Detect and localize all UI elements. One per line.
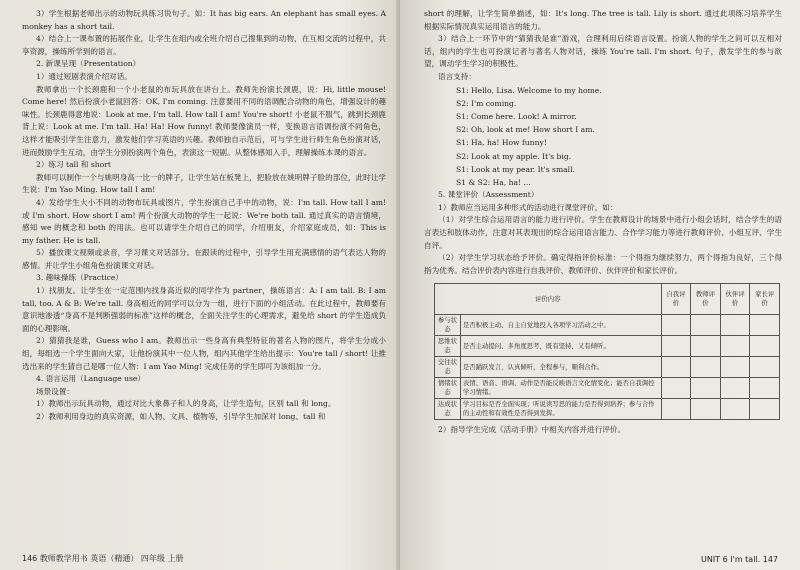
paragraph: 2）猜猜我是谁，Guess who I am。教师出示一些身高有典型特征的著名人物的图片，将学生分成小组，每组选一个学生面向大家，让他扮演其中一位人物，组内其他学生给出提示：You're tall / short! 让推选出来的学生猜自己是哪一位人物：I am Yao Ming! 完成任务的学生即可为该组加一分。: [22, 336, 386, 371]
section-heading: 2. 新课呈现（Presentation）: [36, 59, 141, 69]
dialogue-line: S2: Oh, look at me! How short I am.: [456, 125, 595, 135]
table-cell-description: 是否主动提问、多角度思考，既有坚持，又有倾听。: [460, 336, 661, 357]
table-cell-dimension: 情绪状态: [435, 378, 461, 399]
section-heading: 5. 课堂评价（Assessment）: [438, 190, 539, 200]
dialogue-line: S1: Hello, Lisa. Welcome to my home.: [456, 85, 602, 95]
table-header-peer: 伙伴评价: [720, 284, 750, 315]
table-row: [435, 378, 780, 399]
paragraph: 3）结合上一环节中的“猜猜我是谁”游戏，合理利用后续语言设置。扮演人物的学生之间可以互相对话，组内的学生也可扮演记者与著名人物对话，操练 You're tall. I'm short. 句子，激发学生的参与欲望，调动学生学习的积极性。: [424, 34, 782, 69]
table-row: [435, 336, 780, 357]
table-cell-description: 学习目标是否全面实现；听说读写思的能力是否得到培养；参与合作的主动性和有效性是否得到发挥。: [460, 399, 661, 420]
dialogue-line: S2: Look at my apple. It's big.: [456, 151, 572, 161]
paragraph: short 的理解，让学生简单描述，如：It's long. The tree is tall. Lily is short. 通过此项练习培养学生根据实际情况真实运用语言的能力。: [424, 9, 782, 31]
dialogue-block: [424, 84, 782, 190]
table-cell-score[interactable]: [691, 357, 721, 378]
table-cell-score[interactable]: [661, 336, 691, 357]
paragraph: 4）结合上一课布置的拓展作业，让学生在组内或全班介绍自己搜集到的动物，在互相交流的过程中，共享资源，操练所学到的语言。: [22, 34, 386, 56]
paragraph: 3）学生根据老师出示的动物玩具练习说句子。如：It has big ears. An elephant has small eyes. A monkey has a short tail.: [22, 9, 386, 31]
table-cell-score[interactable]: [661, 315, 691, 336]
paragraph: 2）指导学生完成《活动手册》中相关内容并进行评价。: [438, 425, 626, 435]
paragraph: 1）找朋友。让学生在一定范围内找身高近似的同学作为 partner，操练语言：A: I am tall. B: I am tall, too. A & B: We're tall. 身高相近的同学可以分为一组，进行下面的小组活动。在此过程中，教师要有意识地渗透“身高不是判断强弱的标准”这样的概念，全面关注学生的心理需求，避免给 short 的学生造成负面的心理影响。: [22, 286, 386, 333]
table-cell-score[interactable]: [691, 378, 721, 399]
subheading: 1）通过短剧表演介绍对话。: [36, 71, 132, 81]
table-cell-description: 是否积极主动、自主自觉地投入各项学习活动之中。: [460, 315, 661, 336]
table-cell-score[interactable]: [691, 336, 721, 357]
table-cell-dimension: 达成状态: [435, 399, 461, 420]
subheading: 1）教师应当运用多种形式的活动进行课堂评价，如：: [438, 202, 618, 212]
paragraph: 1）教师出示玩具动物，通过对比大象鼻子和人的身高，让学生造句，区别 tall 和 long。: [36, 399, 336, 409]
table-header-parent: 家长评价: [750, 284, 780, 315]
subheading: 语言支持：: [438, 71, 476, 81]
table-cell-score[interactable]: [750, 315, 780, 336]
table-header-content: 评价内容: [435, 284, 662, 315]
dialogue-line: S1: Come here. Look! A mirror.: [456, 111, 577, 121]
paragraph: 4）发给学生大小不同的动物布玩具或图片，学生扮演自己手中的动物，说：I'm tall. How tall I am! 或 I'm short. How short I am! 两个扮演大动物的学生一起说：We're both tall. 通过真实的语言情境，感知 we 的概念和 both 的用法。也可以请学生介绍自己的同学，介绍朋友，介绍家庭成员，如：This is my father. He is tall.: [22, 197, 386, 245]
evaluation-table: [434, 283, 780, 420]
table-cell-score[interactable]: [750, 336, 780, 357]
table-header-teacher: 教师评价: [691, 284, 721, 315]
table-cell-score[interactable]: [691, 315, 721, 336]
table-cell-description: 是否踊跃发言，认真倾听，全程参与，顺利合作。: [460, 357, 661, 378]
paragraph: （2）对学生学习状态给予评价。确定得指评价标准：一个得指为继续努力，两个得指为良好，三个得指为优秀。结合评价表内容进行自我评价、教师评价、伙伴评价和家长评价。: [424, 253, 782, 275]
table-header-row: [435, 284, 780, 315]
table-header-self: 自我评价: [661, 284, 691, 315]
paragraph: 场景设置：: [36, 386, 74, 396]
table-row: [435, 399, 780, 420]
section-heading: 3. 趣味操练（Practice）: [36, 273, 123, 283]
paragraph: 教师可以制作一个与姚明身高一比一的牌子，让学生站在板凳上，把脸放在姚明牌子脸的部位，此时让学生说：I'm Yao Ming. How tall I am!: [22, 172, 386, 195]
table-cell-score[interactable]: [691, 399, 721, 420]
paragraph: 教师拿出一个长颈鹿和一个小老鼠的布玩具放在讲台上。教师先扮演长颈鹿，说：Hi, little mouse! Come here! 然后扮演小老鼠回答：OK, I'm coming. 注意要用不同的语调配合动物的角色，增强设计的趣味性。长颈鹿得意地说：Look at me. I'm tall. How tall I am! You're short! 小老鼠不服气，跳到长颈鹿背上说：Look at me. I'm tall. Ha! Ha! How funny! 教师要像演员一样，变换语言语调扮演不同角色，这样才能吸引学生注意力，激发他们学习英语的兴趣。教师独自示范后，可与学生进行师生角色扮演对话，进而鼓励学生互动，由学生分别扮演两个角色，表演这一短剧。从整体感知入手，理解操练本课的语言。: [22, 84, 386, 157]
table-row: [435, 357, 780, 378]
right-page: [400, 0, 800, 570]
paragraph: 2）教师利用身边的真实资源，如人物、文具、植物等，引导学生加深对 long、tall 和: [36, 412, 326, 421]
dialogue-line: S1: Look at my pear. It's small.: [456, 164, 575, 174]
table-cell-score[interactable]: [661, 357, 691, 378]
table-cell-description: 表情、语音、语调、动作是否能反映语言文化情变化；能否自我调控学习情绪。: [460, 378, 661, 399]
subheading: 2）练习 tall 和 short: [36, 160, 111, 170]
table-cell-score[interactable]: [720, 378, 750, 399]
table-cell-score[interactable]: [661, 378, 691, 399]
table-cell-score[interactable]: [720, 315, 750, 336]
table-cell-dimension: 参与状态: [435, 315, 461, 336]
table-cell-score[interactable]: [661, 399, 691, 420]
dialogue-line: S1 & S2: Ha, ha! ...: [456, 177, 531, 187]
table-cell-score[interactable]: [720, 399, 750, 420]
table-cell-score[interactable]: [750, 357, 780, 378]
table-cell-dimension: 交往状态: [435, 357, 461, 378]
table-cell-score[interactable]: [720, 336, 750, 357]
dialogue-line: S2: I'm coming.: [456, 98, 517, 108]
dialogue-line: S1: Ha, ha! How funny!: [456, 138, 547, 148]
table-cell-dimension: 思维状态: [435, 336, 461, 357]
table-row: [435, 315, 780, 336]
table-cell-score[interactable]: [750, 378, 780, 399]
table-cell-score[interactable]: [720, 357, 750, 378]
right-page-footer: UNIT 6 I'm tall. 147: [701, 555, 778, 564]
section-heading: 4. 语言运用（Language use）: [36, 374, 146, 384]
paragraph: （1）对学生综合运用语言的能力进行评价。学生在教师设计的场景中进行小组会话时，结合学生的语言表达和肢体动作，注意对其表现出的综合运用语言能力、合作学习能力等进行教师评价、小组互评、学生自评。: [424, 215, 782, 250]
paragraph: 5）播放课文视频或录音，学习课文对话部分。在跟读的过程中，引导学生用充满感情的语气表达人物的感情。并让学生小组角色扮演课文对话。: [22, 248, 386, 270]
left-page-footer: 146 教师教学用书 英语（精通） 四年级 上册: [22, 554, 184, 563]
table-cell-score[interactable]: [750, 399, 780, 420]
